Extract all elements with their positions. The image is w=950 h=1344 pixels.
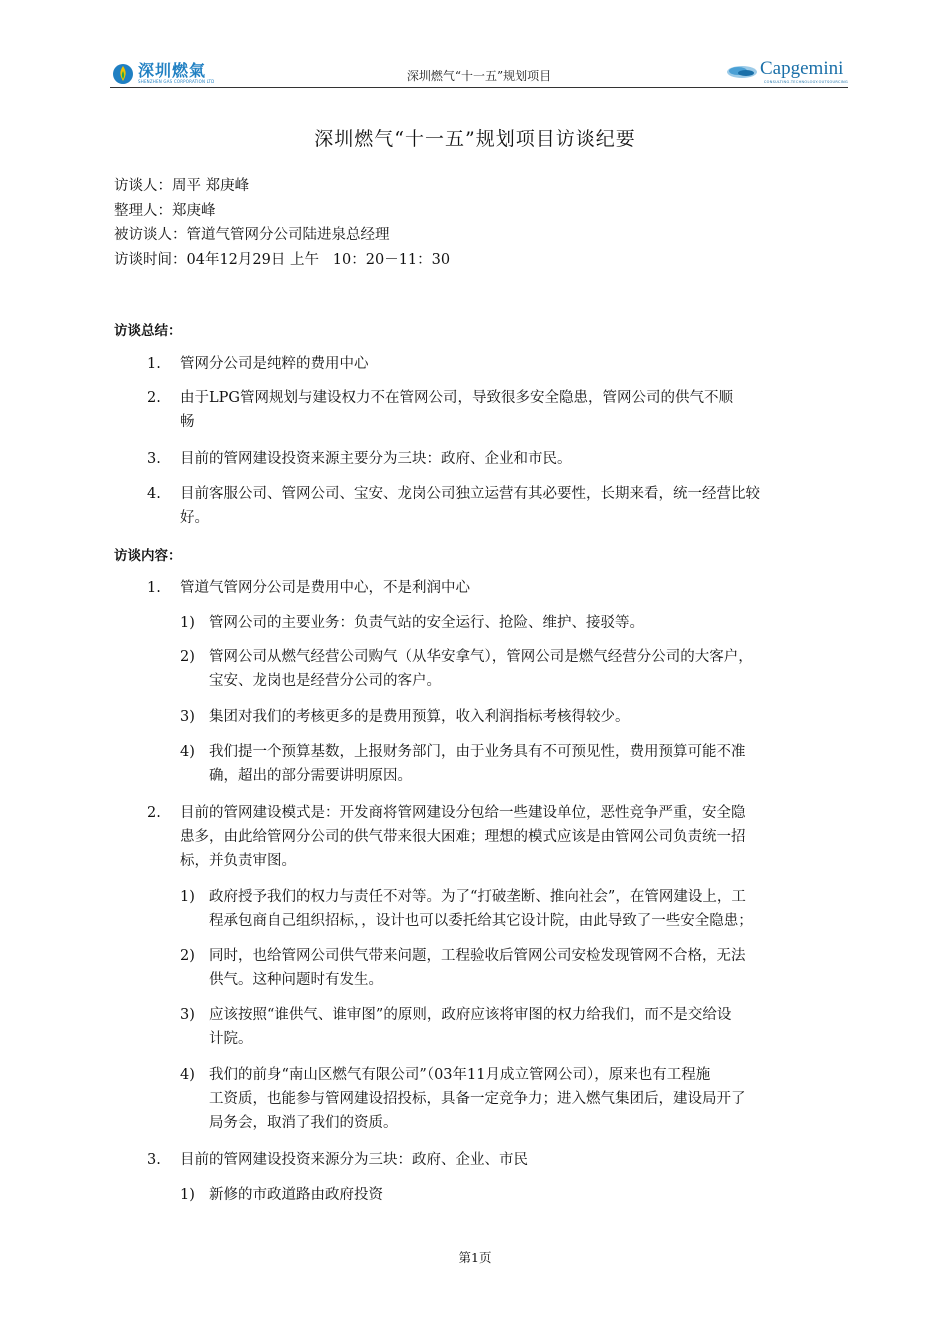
meta-interviewee: 被访谈人：管道气管网分公司陆进泉总经理 bbox=[114, 227, 390, 243]
header-title: 深圳燃气“十一五”规划项目 bbox=[406, 69, 552, 83]
item-line: 目前的管网建设投资来源主要分为三块：政府、企业和市民。 bbox=[180, 451, 572, 467]
sub-line: 新修的市政道路由政府投资 bbox=[209, 1187, 383, 1203]
sub-line: 供气。这种问题时有发生。 bbox=[209, 972, 383, 988]
sub-line: 局务会，取消了我们的资质。 bbox=[209, 1115, 398, 1131]
sub-line: 计院。 bbox=[209, 1031, 253, 1047]
capgemini-name: Capgemini bbox=[760, 58, 844, 79]
capgemini-tagline: CONSULTING.TECHNOLOGY.OUTSOURCING bbox=[763, 80, 848, 84]
sub-number: 2) bbox=[180, 649, 195, 665]
sub-line: 同时，也给管网公司供气带来问题，工程验收后管网公司安检发现管网不合格，无法 bbox=[209, 948, 746, 964]
item-line: 由于LPG管网规划与建设权力不在管网公司，导致很多安全隐患，管网公司的供气不顺 bbox=[180, 390, 733, 406]
document-title: 深圳燃气“十一五”规划项目访谈纪要 bbox=[314, 128, 636, 150]
sub-number: 1) bbox=[180, 889, 195, 905]
sub-number: 3) bbox=[180, 1007, 195, 1023]
sub-number: 2) bbox=[180, 948, 195, 964]
sub-line: 程承包商自己组织招标，，设计也可以委托给其它设计院，由此导致了一些安全隐患； bbox=[209, 913, 753, 929]
summary-item bbox=[147, 482, 847, 530]
sub-number: 4) bbox=[180, 744, 195, 760]
sub-line: 集团对我们的考核更多的是费用预算，收入利润指标考核得较少。 bbox=[209, 709, 630, 725]
item-number: 4. bbox=[147, 486, 161, 502]
item-line: 管网分公司是纯粹的费用中心 bbox=[180, 356, 369, 372]
meta-time: 访谈时间：04年12月29日 上午 10：20－11：30 bbox=[114, 251, 451, 268]
item-line: 畅 bbox=[180, 414, 195, 430]
item-number: 2. bbox=[147, 805, 161, 821]
sub-number: 3) bbox=[180, 709, 195, 725]
page-header bbox=[110, 58, 848, 88]
sub-number: 1) bbox=[180, 1187, 195, 1203]
item-line: 标，并负责审图。 bbox=[180, 853, 296, 869]
item-line: 管道气管网分公司是费用中心，不是利润中心 bbox=[180, 580, 470, 596]
capgemini-swirl-icon bbox=[726, 64, 758, 80]
content-heading: 访谈内容： bbox=[114, 548, 182, 564]
meta-block bbox=[114, 174, 450, 272]
sub-line: 应该按照“谁供气、谁审图”的原则，政府应该将审图的权力给我们，而不是交给设 bbox=[209, 1007, 732, 1023]
summary-item bbox=[147, 386, 847, 434]
summary-heading: 访谈总结： bbox=[114, 323, 182, 339]
meta-interviewers: 访谈人：周平 郑庚峰 bbox=[114, 178, 250, 194]
capgemini-logo bbox=[726, 58, 848, 86]
sub-line: 工资质，也能参与管网建设招投标，具备一定竞争力；进入燃气集团后，建设局开了 bbox=[209, 1091, 746, 1107]
sub-line: 管网公司的主要业务：负责气站的安全运行、抢险、维护、接驳等。 bbox=[209, 615, 644, 631]
item-number: 1. bbox=[147, 356, 161, 372]
item-number: 1. bbox=[147, 580, 161, 596]
sub-line: 我们提一个预算基数，上报财务部门，由于业务具有不可预见性，费用预算可能不准 bbox=[209, 744, 746, 760]
sub-line: 政府授予我们的权力与责任不对等。为了“打破垄断、推向社会”，在管网建设上，工 bbox=[209, 889, 746, 905]
item-line: 患多，由此给管网分公司的供气带来很大困难；理想的模式应该是由管网公司负责统一招 bbox=[180, 829, 746, 845]
item-line: 目前的管网建设模式是：开发商将管网建设分包给一些建设单位，恶性竞争严重，安全隐 bbox=[180, 805, 746, 821]
item-number: 2. bbox=[147, 390, 161, 406]
meta-recorder: 整理人：郑庚峰 bbox=[114, 202, 216, 219]
sub-number: 1) bbox=[180, 615, 195, 631]
page-number: 第1页 bbox=[458, 1250, 492, 1265]
sub-line: 管网公司从燃气经营公司购气（从华安拿气），管网公司是燃气经营分公司的大客户， bbox=[209, 649, 753, 665]
item-line: 目前的管网建设投资来源分为三块：政府、企业、市民 bbox=[180, 1152, 528, 1168]
item-line: 好。 bbox=[180, 510, 209, 526]
sub-line: 确，超出的部分需要讲明原因。 bbox=[209, 768, 412, 784]
sub-line: 我们的前身“南山区燃气有限公司”（03年11月成立管网公司），原来也有工程施 bbox=[209, 1067, 711, 1083]
header-rule bbox=[110, 87, 848, 88]
sub-line: 宝安、龙岗也是经营分公司的客户。 bbox=[209, 673, 441, 689]
item-number: 3. bbox=[147, 1152, 161, 1168]
item-number: 3. bbox=[147, 451, 161, 467]
logo-cn-text: 深圳燃氣 bbox=[138, 61, 207, 80]
logo-en-text: SHENZHEN GAS CORPORATION LTD bbox=[138, 79, 215, 84]
item-line: 目前客服公司、管网公司、宝安、龙岗公司独立运营有其必要性，长期来看，统一经营比较 bbox=[180, 486, 760, 502]
sub-number: 4) bbox=[180, 1067, 195, 1083]
